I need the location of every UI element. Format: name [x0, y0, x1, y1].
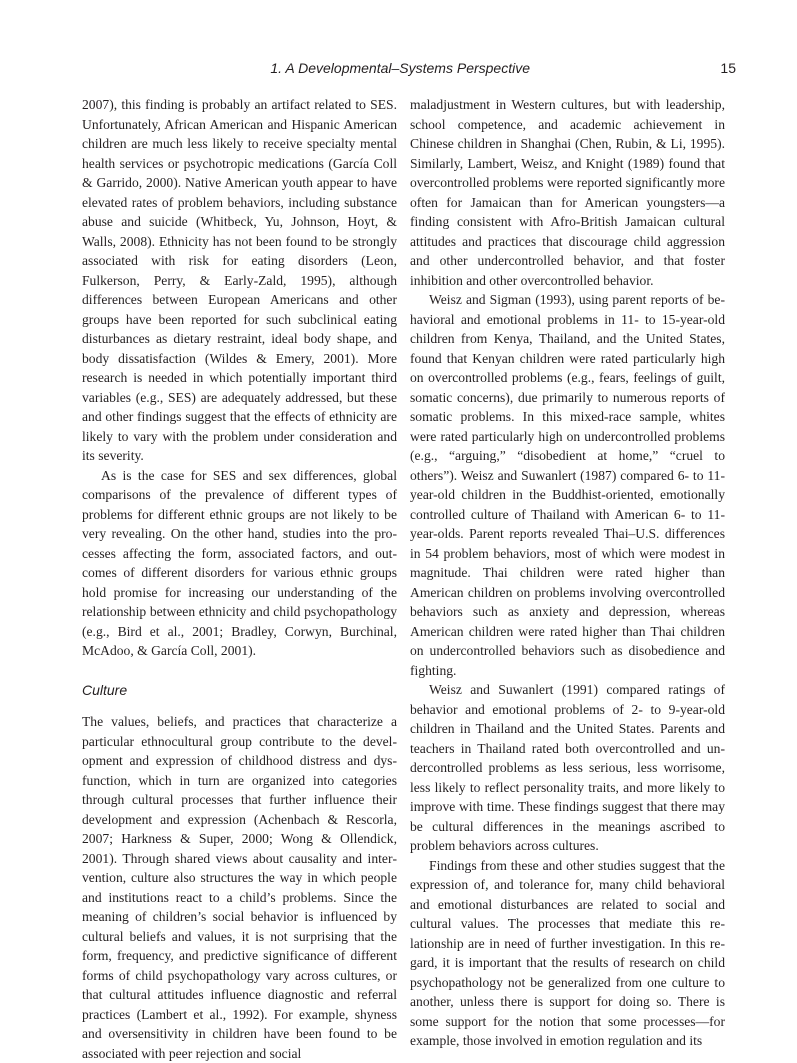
running-title: 1. A Developmental–Systems Perspective — [270, 60, 530, 76]
paragraph: Weisz and Sigman (1993), using parent reports of behavioral and emotional problems in 11- to 15-year-old children from Kenya, Thailand, and the United States, found that Kenyan children were rated particularly high on overcontrolled problems (e.g., fears, feelings of guilt, somatic concerns), due primarily to numerous reports of somatic problems. In this mixed-race sample, whites were rated particularly high on undercontrolled problems (e.g., “arguing,” “disobedient at home,” “cruel to others”). Weisz and Suwanlert (1987) compared 6- to 11-year-old children in the Buddhist-oriented, emotionally controlled culture of Thailand with American 6- to 11-year-olds. Parent reports revealed Thai–U.S. differences in 54 problem behaviors, most of which were modest in magnitude. Thai children were rated higher than American children on problems involving overcontrolled behaviors such as anxiety and depression, whereas American children were rated higher than Thai children on undercontrolled behaviors such as disobedience and fighting. — [410, 292, 725, 678]
paragraph: The values, beliefs, and practices that characterize a particular ethnocultural group contribute to the development and expression of childhood distress and dysfunction, which in turn are organized into categories through cultural processes that further influence their development and expression (Achenbach & Rescorla, 2007; Harkness & Super, 2000; Wong & Ollendick, 2001). Through shared views about causality and intervention, culture also structures the way in which people and institutions react to a child’s problems. Since the meaning of children’s social behavior is influenced by cultural beliefs and values, it is not surprising that the form, frequency, and predictive significance of different forms of child psychopathology vary across cultures, or that cultural attitudes influence diagnostic and referral practices (Lambert et al., 1992). For example, shyness and oversensitivity in children have been found to be associated with peer rejection and social — [82, 714, 397, 1061]
paragraph: maladjustment in Western cultures, but with leadership, school competence, and academic achievement in Chinese children in Shanghai (Chen, Rubin, & Li, 1995). Similarly, Lambert, Weisz, and Knight (1989) found that overcontrolled problems were reported significantly more often for Jamaican than for American youngsters—a finding consistent with Afro-British Jamaican cultural attitudes and practices that discourage child aggression and other undercontrolled behavior, and that foster inhibition and other overcontrolled behavior. — [410, 97, 725, 288]
left-column — [82, 95, 397, 1063]
right-column — [410, 95, 725, 1051]
running-head — [0, 60, 797, 80]
paragraph: As is the case for SES and sex differences, global comparisons of the prevalence of different types of problems for different ethnic groups are not likely to be very revealing. On the other hand, studies into the processes affecting the form, associated factors, and outcomes of different disorders for various ethnic groups hold promise for increasing our understanding of the relationship between ethnicity and child psychopathology (e.g., Bird et al., 2001; Bradley, Corwyn, Burchinal, McAdoo, & García Coll, 2001). — [82, 467, 397, 658]
paragraph: Weisz and Suwanlert (1991) compared ratings of behavior and emotional problems of 2- to 9-year-old children in Thailand and the United States. Parents and teachers in Thailand rated both overcontrolled and undercontrolled problems as less serious, less worrisome, less likely to reflect personality traits, and more likely to improve with time. These findings suggest that there may be cultural differences in the meanings ascribed to problem behaviors across cultures. — [410, 682, 725, 853]
section-heading-culture: Culture — [82, 681, 128, 698]
paragraph: 2007), this finding is probably an artifact related to SES. Unfortunately, African American and Hispanic American children are much less likely to receive specialty mental health services or psychotropic medications (García Coll & Garrido, 2000). Native American youth appear to have elevated rates of problem behaviors, including substance abuse and suicide (Whitbeck, Yu, Johnson, Hoyt, & Walls, 2008). Ethnicity has not been found to be strongly associated with risk for eating disorders (Leon, Fulkerson, Perry, & Early-Zald, 1995), although differences between European Americans and other groups have been reported for such subclinical eating disturbances as dietary restraint, ideal body shape, and body dissatisfaction (Wildes & Emery, 2001). More research is needed in which potentially important third variables (e.g., SES) are adequately addressed, but these and other findings suggest that the effects of ethnicity are likely to vary with the problem under consideration and its severity. — [82, 97, 397, 463]
paragraph: Findings from these and other studies suggest that the expression of, and tolerance for, many child behavioral and emotional disturbances are related to social and cultural values. The processes that mediate this relationship are in need of further investigation. In this regard, it is important that the results of research on child psychopathology not be generalized from one culture to another, unless there is support for doing so. There is some support for the notion that some processes—for example, those involved in emotion regulation and its — [410, 857, 725, 1048]
page-number: 15 — [720, 60, 736, 76]
